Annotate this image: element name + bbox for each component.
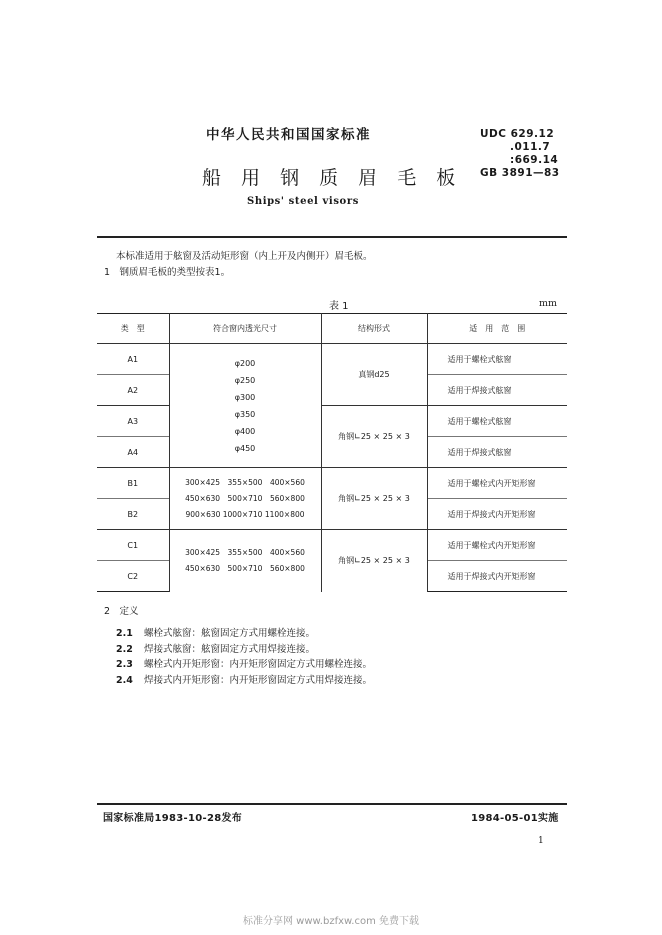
document-title: 船 用 钢 质 眉 毛 板 [202,167,463,189]
type-cell: C2 [97,561,169,592]
structure-cell: 真钢d25 [321,344,427,406]
type-cell: A1 [97,344,169,375]
definition-item [116,657,372,673]
header-type: 类 型 [97,314,169,344]
type-cell: A3 [97,406,169,437]
definition-number: 2.3 [116,659,133,670]
size-value: φ400 [234,426,256,436]
application-cell: 适用于螺栓式舷窗 [427,406,567,437]
definition-number: 2.2 [116,643,133,655]
size-value: φ200 [234,358,256,368]
application-cell: 适用于焊接式内开矩形窗 [427,561,567,592]
watermark: 标准分享网 www.bzfxw.com 免费下载 [243,916,419,927]
structure-cell: 角钢∟25 × 25 × 3 [321,530,427,592]
type-cell: B1 [97,468,169,499]
table-row [97,344,567,375]
dim-line: 900×630 1000×710 1100×800 [185,509,305,519]
application-cell: 适用于焊接式舷窗 [427,375,567,406]
effective-date: 1984-05-01实施 [471,813,559,824]
national-standard-heading: 中华人民共和国国家标准 [206,127,371,143]
dim-line: 300×425 355×500 400×560 [185,477,305,487]
definition-number: 2.1 [116,628,133,639]
round-window-sizes [169,344,321,468]
application-cell: 适用于螺栓式内开矩形窗 [427,530,567,561]
table-header-row [97,314,567,344]
size-value: φ350 [234,409,256,419]
rect-window-sizes [169,468,321,530]
definition-text: 焊接式内开矩形窗：内开矩形窗固定方式用焊接连接。 [144,674,373,686]
definitions-list [116,626,372,688]
type-cell: A4 [97,437,169,468]
definition-item [116,673,372,689]
definition-text: 螺栓式内开矩形窗：内开矩形窗固定方式用螺栓连接。 [144,659,373,670]
section-1-text: 1 钢质眉毛板的类型按表1。 [104,267,231,278]
type-cell: A2 [97,375,169,406]
dim-line: 450×630 500×710 560×800 [185,493,305,503]
structure-cell: 角钢∟25 × 25 × 3 [321,468,427,530]
application-cell: 适用于螺栓式舷窗 [427,344,567,375]
dim-line: 450×630 500×710 560×800 [185,563,305,573]
page-number: 1 [538,836,544,846]
definition-item [116,642,372,658]
udc-line: .011.7 [510,141,551,153]
header-divider [97,236,567,238]
header-application: 适 用 范 围 [427,314,567,344]
definition-text: 螺栓式舷窗：舷窗固定方式用螺栓连接。 [144,628,316,639]
document-title-english: Ships' steel visors [247,196,359,207]
udc-classification [480,128,560,180]
definition-text: 焊接式舷窗：舷窗固定方式用焊接连接。 [144,643,316,655]
footer-divider [97,803,567,805]
header-structure: 结构形式 [321,314,427,344]
issue-date: 国家标准局1983-10-28发布 [103,813,243,824]
dim-line: 300×425 355×500 400×560 [185,547,305,557]
udc-line: UDC 629.12 [480,128,555,140]
application-cell: 适用于焊接式舷窗 [427,437,567,468]
section-2-heading: 2 定义 [104,606,139,617]
size-value: φ450 [234,443,256,453]
scope-paragraph: 本标准适用于舷窗及活动矩形窗（内上开及内侧开）眉毛板。 [116,251,373,262]
type-cell: C1 [97,530,169,561]
size-value: φ250 [234,375,256,385]
table-row [97,468,567,499]
table-row [97,530,567,561]
table-caption: 表 1 [329,301,349,312]
gb-number: GB 3891—83 [480,167,560,179]
structure-cell: 角钢∟25 × 25 × 3 [321,406,427,468]
visor-types-table [97,313,567,592]
udc-line: :669.14 [510,154,559,166]
size-value: φ300 [234,392,256,402]
header-window-size: 符合窗内透光尺寸 [169,314,321,344]
definition-item [116,626,372,642]
table-row [97,406,567,437]
application-cell: 适用于焊接式内开矩形窗 [427,499,567,530]
rect-window-sizes [169,530,321,592]
table-unit: mm [539,298,558,309]
definition-number: 2.4 [116,674,133,686]
application-cell: 适用于螺栓式内开矩形窗 [427,468,567,499]
type-cell: B2 [97,499,169,530]
